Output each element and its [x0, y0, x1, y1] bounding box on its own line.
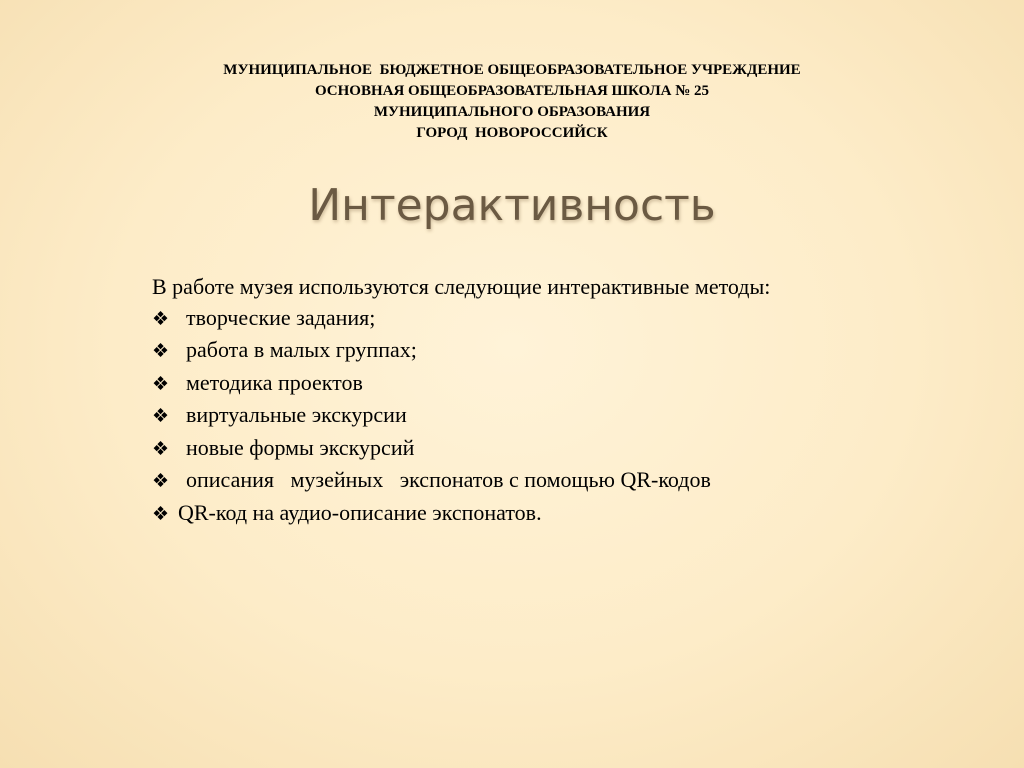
list-item	[152, 400, 912, 433]
list-item-text: QR-код на аудио-описание экспонатов.	[178, 499, 542, 525]
intro-text: В работе музея используются следующие интерактивные методы:	[152, 274, 771, 299]
list-item-text: новые формы экскурсий	[186, 434, 415, 460]
diamond-bullet-icon: ❖	[152, 406, 170, 427]
header-line-1: МУНИЦИПАЛЬНОЕ БЮДЖЕТНОЕ ОБЩЕОБРАЗОВАТЕЛЬНОЕ УЧРЕЖДЕНИЕ	[223, 62, 801, 78]
list-item	[152, 433, 912, 466]
header-line-2: ОСНОВНАЯ ОБЩЕОБРАЗОВАТЕЛЬНАЯ ШКОЛА № 25	[314, 83, 710, 99]
slide-title: Интерактивность	[308, 180, 716, 231]
list-item	[152, 335, 912, 368]
list-item-text: виртуальные экскурсии	[186, 402, 407, 427]
list-item	[152, 368, 912, 401]
list-item-text: методика проектов	[186, 369, 363, 395]
list-item	[152, 465, 912, 498]
header-line-4: ГОРОД НОВОРОССИЙСК	[416, 125, 608, 141]
school-header	[0, 60, 1024, 144]
diamond-bullet-icon: ❖	[152, 341, 170, 362]
list-item	[152, 498, 912, 531]
header-line-3: МУНИЦИПАЛЬНОГО ОБРАЗОВАНИЯ	[373, 104, 651, 120]
list-item	[152, 303, 912, 336]
list-item-text: описания музейных экспонатов с помощью QR-кодов	[186, 467, 711, 492]
list-item-text: творческие задания;	[186, 304, 376, 330]
list-item-text: работа в малых группах;	[186, 337, 417, 362]
diamond-bullet-icon: ❖	[152, 438, 170, 460]
diamond-bullet-icon: ❖	[152, 503, 170, 525]
diamond-bullet-icon: ❖	[152, 308, 170, 330]
diamond-bullet-icon: ❖	[152, 373, 170, 395]
diamond-bullet-icon: ❖	[152, 471, 170, 492]
slide-content	[152, 272, 912, 530]
